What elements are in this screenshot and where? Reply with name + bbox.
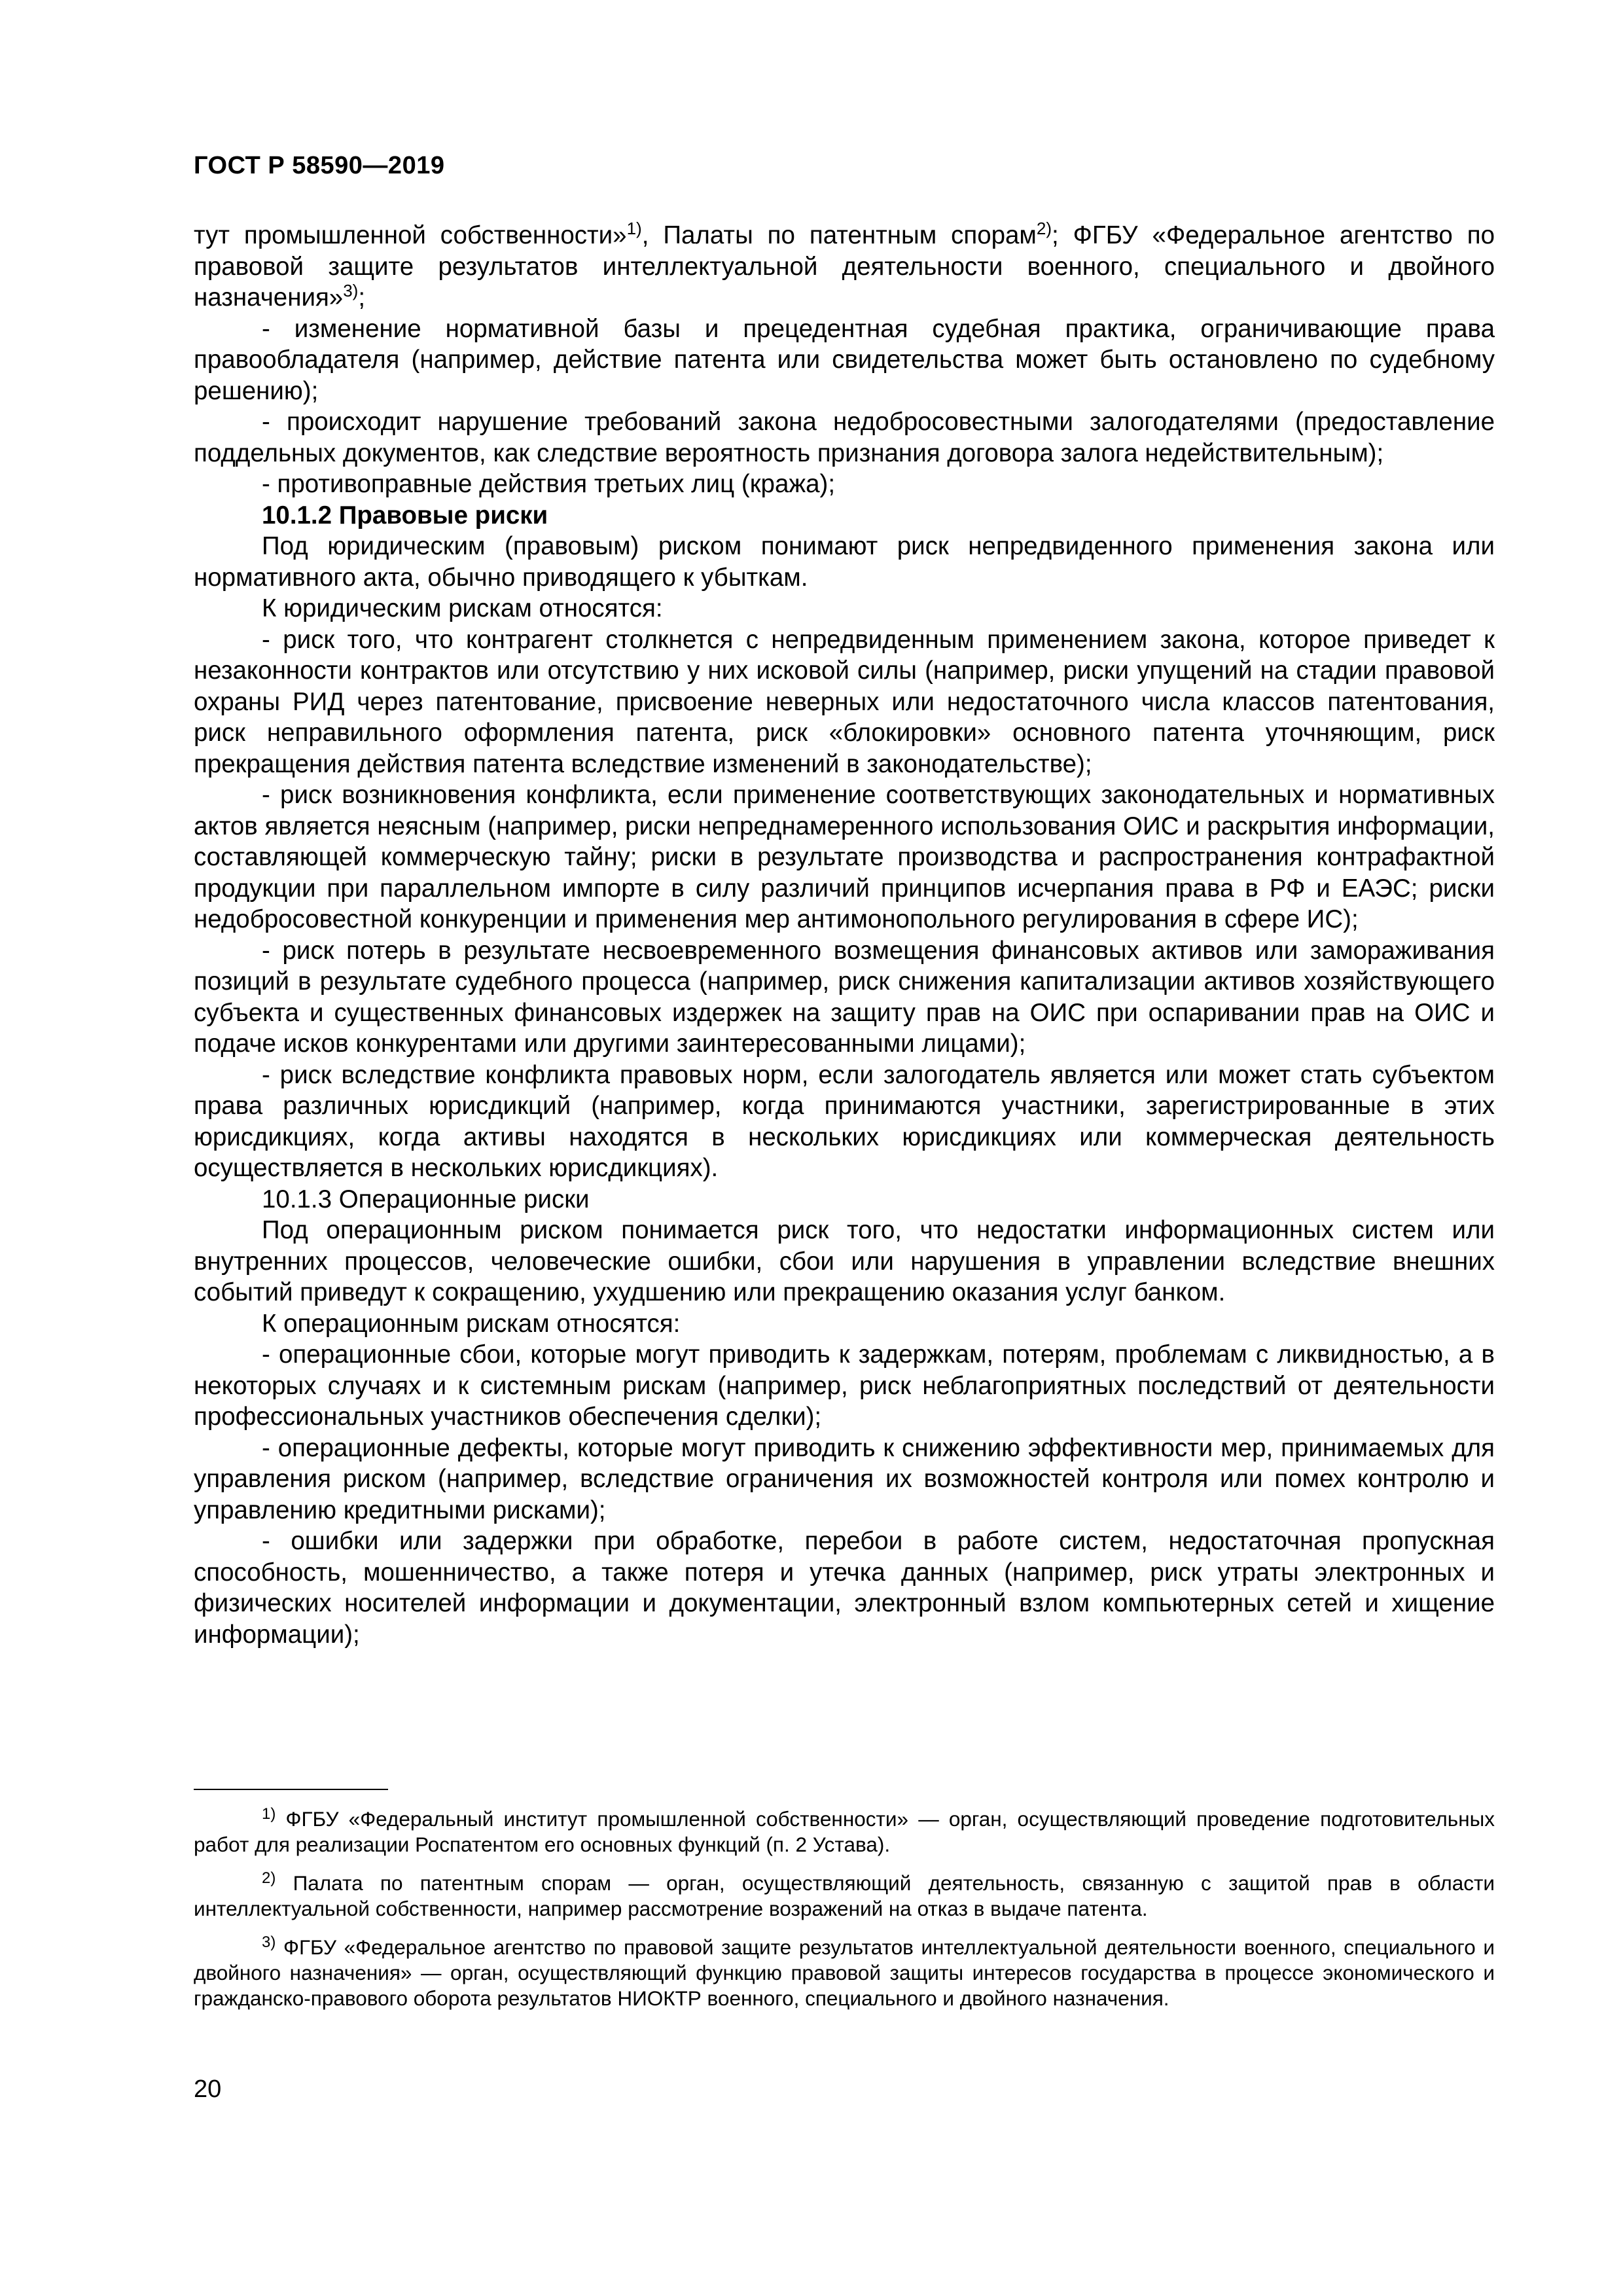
list-item: - происходит нарушение требований закона недобросовестными залогодателями (предоставление поддельных документов, как следствие вероятность признания договора залога недействительным); [194,408,1495,467]
footnote-mark: 3) [262,1933,276,1951]
footnote-mark: 1) [262,1805,276,1823]
list-item: - риск потерь в результате несвоевременного возмещения финансовых активов или замораживания позиций в результате судебного процесса (например, риск снижения капитализации активов хозяйствующего субъекта и существенных финансовых издержек на защиту прав на ОИС при оспаривании прав на ОИС и подаче исков конкурентами или другими заинтересованными лицами); [194,936,1495,1058]
list-item: - операционные сбои, которые могут приводить к задержкам, потерям, проблемам с ликвидностью, а в некоторых случаях и к системным рискам (например, риск неблагоприятных последствий от деятельности профессиональных участников обеспечения сделки); [194,1340,1495,1431]
footnote-separator [194,1789,388,1790]
document-body [194,220,1495,1650]
paragraph [194,220,1495,314]
footnote-text: Палата по патентным спорам — орган, осуществляющий деятельность, связанную с защитой прав в области интеллектуальной собственности, например рассмотрение возражений на отказ в выдаче патента. [194,1871,1495,1920]
list-item: - риск вследствие конфликта правовых норм, если залогодатель является или может стать субъектом права различных юрисдикций (например, когда принимаются участники, зарегистрированные в этих юрисдикциях, когда активы находятся в нескольких юрисдикциях или коммерческая деятельность осуществляется в нескольких юрисдикциях). [194,1060,1495,1182]
footnote-ref: 3) [343,281,359,300]
paragraph-text: тут промышленной собственности» [194,221,627,249]
list-item: - изменение нормативной базы и прецедентная судебная практика, ограничивающие права правообладателя (например, действие патента или свидетельства может быть остановлено по судебному решению); [194,314,1495,405]
paragraph: Под юридическим (правовым) риском понимают риск непредвиденного применения закона или нормативного акта, обычно приводящего к убыткам. [194,532,1495,592]
document-header: ГОСТ Р 58590—2019 [194,152,445,179]
paragraph-text: ; ФГБУ «Федеральное агентство по правовой защите результатов интеллектуальной деятельности военного, специального и двойного назначения» [194,221,1495,312]
paragraph: К юридическим рискам относятся: [262,594,663,622]
footnote-ref: 1) [626,219,642,238]
page-number: 20 [194,2075,222,2103]
footnote [194,1806,1495,1857]
section-heading: 10.1.3 Операционные риски [262,1185,590,1213]
paragraph-text: , Палаты по патентным спорам [641,221,1037,249]
list-item: - риск возникновения конфликта, если применение соответствующих законодательных и нормативных актов является неясным (например, риски непреднамеренного использования ОИС и раскрытия информации, составляющей коммерческую тайну; риски в результате производства и распространения контрафактной продукции при параллельном импорте в силу различий принципов исчерпания права в РФ и ЕАЭС; риски недобросовестной конкуренции и применения мер антимонопольного регулирования в сфере ИС); [194,781,1495,933]
paragraph-text: ; [358,283,366,312]
footnote-mark: 2) [262,1869,276,1887]
paragraph: Под операционным риском понимается риск того, что недостатки информационных систем или внутренних процессов, человеческие ошибки, сбои или нарушения в управлении вследствие внешних событий приведут к сокращению, ухудшению или прекращению оказания услуг банком. [194,1216,1495,1306]
footnote-ref: 2) [1036,219,1052,238]
footnote [194,1935,1495,2011]
footnotes [194,1806,1495,2024]
list-item: - противоправные действия третьих лиц (кража); [262,470,836,498]
paragraph: К операционным рискам относятся: [262,1309,681,1338]
footnote-text: ФГБУ «Федеральный институт промышленной собственности» — орган, осуществляющий проведение подготовительных работ для реализации Роспатентом его основных функций (п. 2 Устава). [194,1807,1495,1856]
list-item: - ошибки или задержки при обработке, перебои в работе систем, недостаточная пропускная способность, мошенничество, а также потеря и утечка данных (например, риск утраты электронных и физических носителей информации и документации, электронный взлом компьютерных сетей и хищение информации); [194,1527,1495,1649]
section-heading: 10.1.2 Правовые риски [262,501,548,529]
footnote-text: ФГБУ «Федеральное агентство по правовой защите результатов интеллектуальной деятельности военного, специального и двойного назначения» — орган, осуществляющий функцию правовой защиты интересов государства в процессе экономического и гражданско-правового оборота результатов НИОКТР военного, специального и двойного назначения. [194,1935,1495,2010]
list-item: - операционные дефекты, которые могут приводить к снижению эффективности мер, принимаемых для управления риском (например, вследствие ограничения их возможностей контроля или помех контролю и управлению кредитными рисками); [194,1433,1495,1524]
list-item: - риск того, что контрагент столкнется с непредвиденным применением закона, которое приведет к незаконности контрактов или отсутствию у них исковой силы (например, риски упущений на стадии правовой охраны РИД через патентование, присвоение неверных или недостаточного числа классов патентования, риск неправильного оформления патента, риск «блокировки» основного патента уточняющим, риск прекращения действия патента вследствие изменений в законодательстве); [194,625,1495,778]
footnote [194,1871,1495,1922]
